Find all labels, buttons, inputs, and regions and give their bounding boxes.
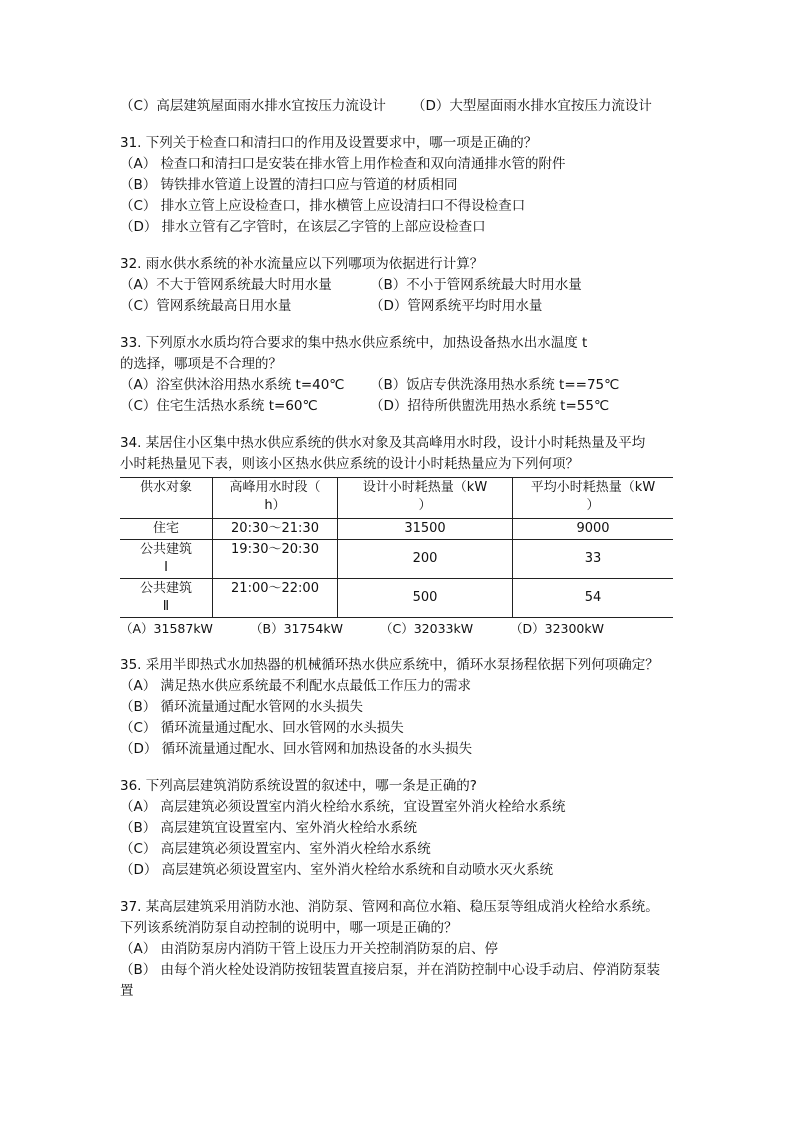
question-31 xyxy=(120,133,680,238)
option-d: （D）管网系统平均时用水量 xyxy=(370,298,543,314)
option-a: （A） 满足热水供应系统最不利配水点最低工作压力的需求 xyxy=(120,678,472,694)
option-c: （C） 循环流量通过配水、回水管网的水头损失 xyxy=(120,720,404,736)
question-34 xyxy=(120,433,680,639)
option-b-cont: 置 xyxy=(120,983,134,999)
header-cell: 平均小时耗热量（kW ） xyxy=(513,478,674,519)
option-d: （D）招待所供盥洗用热水系统 t=55℃ xyxy=(370,398,610,414)
prev-options xyxy=(120,96,680,117)
question-36 xyxy=(120,776,680,881)
table-cell: 19:30～20:30 xyxy=(213,540,338,579)
option-a: （A）浴室供沐浴用热水系统 t=40℃ xyxy=(120,377,345,393)
option-b: （B）31754kW xyxy=(250,621,343,636)
question-33 xyxy=(120,333,680,417)
table-cell: 21:00～22:00 xyxy=(213,579,338,618)
option-c: （C）32033kW xyxy=(380,621,474,636)
option-c: （C）管网系统最高日用水量 xyxy=(120,298,292,314)
option-b: （B） 循环流量通过配水管网的水头损失 xyxy=(120,699,364,715)
question-stem: 33. 下列原水水质均符合要求的集中热水供应系统中，加热设备热水出水温度 t xyxy=(120,335,588,351)
table-cell: 31500 xyxy=(338,519,513,540)
question-32 xyxy=(120,254,680,317)
option-a: （A） 高层建筑必须设置室内消火栓给水系统，宜设置室外消火栓给水系统 xyxy=(120,799,566,815)
option-a: （A）31587kW xyxy=(120,621,213,636)
option-b: （B）饭店专供洗涤用热水系统 t==75℃ xyxy=(370,377,620,393)
table-cell: 54 xyxy=(513,579,674,618)
table-cell: 住宅 xyxy=(120,519,213,540)
option-c: （C）住宅生活热水系统 t=60℃ xyxy=(120,398,318,414)
question-stem: 37. 某高层建筑采用消防水池、消防泵、管网和高位水箱、稳压泵等组成消火栓给水系统。 xyxy=(120,899,659,915)
table-cell: 200 xyxy=(338,540,513,579)
table-cell: 公共建筑 Ⅱ xyxy=(120,579,213,618)
table-header xyxy=(120,478,673,519)
option-b: （B） 由每个消火栓处设消防按钮装置直接启泵，并在消防控制中心设手动启、停消防泵装 xyxy=(120,962,661,978)
table-cell: 500 xyxy=(338,579,513,618)
option-d: （D） 排水立管有乙字管时，在该层乙字管的上部应设检查口 xyxy=(120,219,486,235)
question-37 xyxy=(120,897,680,1002)
option-b: （B） 铸铁排水管道上设置的清扫口应与管道的材质相同 xyxy=(120,177,458,193)
option-d: （D）大型屋面雨水排水宜按压力流设计 xyxy=(412,98,652,114)
option-d: （D）32300kW xyxy=(510,621,604,636)
question-stem-cont: 下列该系统消防泵自动控制的说明中，哪一项是正确的？ xyxy=(120,920,458,936)
table-cell: 20:30～21:30 xyxy=(213,519,338,540)
question-stem: 36. 下列高层建筑消防系统设置的叙述中，哪一条是正确的? xyxy=(120,778,477,794)
question-stem: 34. 某居住小区集中热水供应系统的供水对象及其高峰用水时段，设计小时耗热量及平均 xyxy=(120,435,646,451)
option-d: （D） 高层建筑必须设置室内、室外消火栓给水系统和自动喷水灭火系统 xyxy=(120,862,554,878)
question-stem-cont: 小时耗热量见下表，则该小区热水供应系统的设计小时耗热量应为下列何项？ xyxy=(120,456,579,472)
header-cell: 设计小时耗热量（kW ） xyxy=(338,478,513,519)
question-stem: 32. 雨水供水系统的补水流量应以下列哪项为依据进行计算？ xyxy=(120,256,484,272)
table-row xyxy=(120,519,673,540)
option-a: （A） 由消防泵房内消防干管上设压力开关控制消防泵的启、停 xyxy=(120,941,499,957)
question-stem: 31. 下列关于检查口和清扫口的作用及设置要求中，哪一项是正确的？ xyxy=(120,135,538,151)
question-stem: 35. 采用半即热式水加热器的机械循环热水供应系统中，循环水泵扬程依据下列何项确定？ xyxy=(120,657,659,673)
option-c: （C） 排水立管上应设检查口，排水横管上应设清扫口不得设检查口 xyxy=(120,198,526,214)
table-cell: 33 xyxy=(513,540,674,579)
header-cell: 供水对象 xyxy=(120,478,213,519)
question-35 xyxy=(120,655,680,760)
option-b: （B） 高层建筑宜设置室内、室外消火栓给水系统 xyxy=(120,820,418,836)
option-b: （B）不小于管网系统最大时用水量 xyxy=(370,277,582,293)
heat-table xyxy=(120,477,673,618)
question-stem-cont: 的选择，哪项是不合理的？ xyxy=(120,356,282,372)
table-row xyxy=(120,579,673,618)
table-cell: 公共建筑 Ⅰ xyxy=(120,540,213,579)
option-a: （A） 检查口和清扫口是安装在排水管上用作检查和双向清通排水管的附件 xyxy=(120,156,566,172)
table-cell: 9000 xyxy=(513,519,674,540)
table-row xyxy=(120,540,673,579)
option-c: （C） 高层建筑必须设置室内、室外消火栓给水系统 xyxy=(120,841,431,857)
option-c: （C）高层建筑屋面雨水排水宜按压力流设计 xyxy=(120,98,386,114)
option-a: （A）不大于管网系统最大时用水量 xyxy=(120,277,332,293)
header-cell: 高峰用水时段（ h） xyxy=(213,478,338,519)
answer-options xyxy=(120,618,680,639)
option-d: （D） 循环流量通过配水、回水管网和加热设备的水头损失 xyxy=(120,741,473,757)
